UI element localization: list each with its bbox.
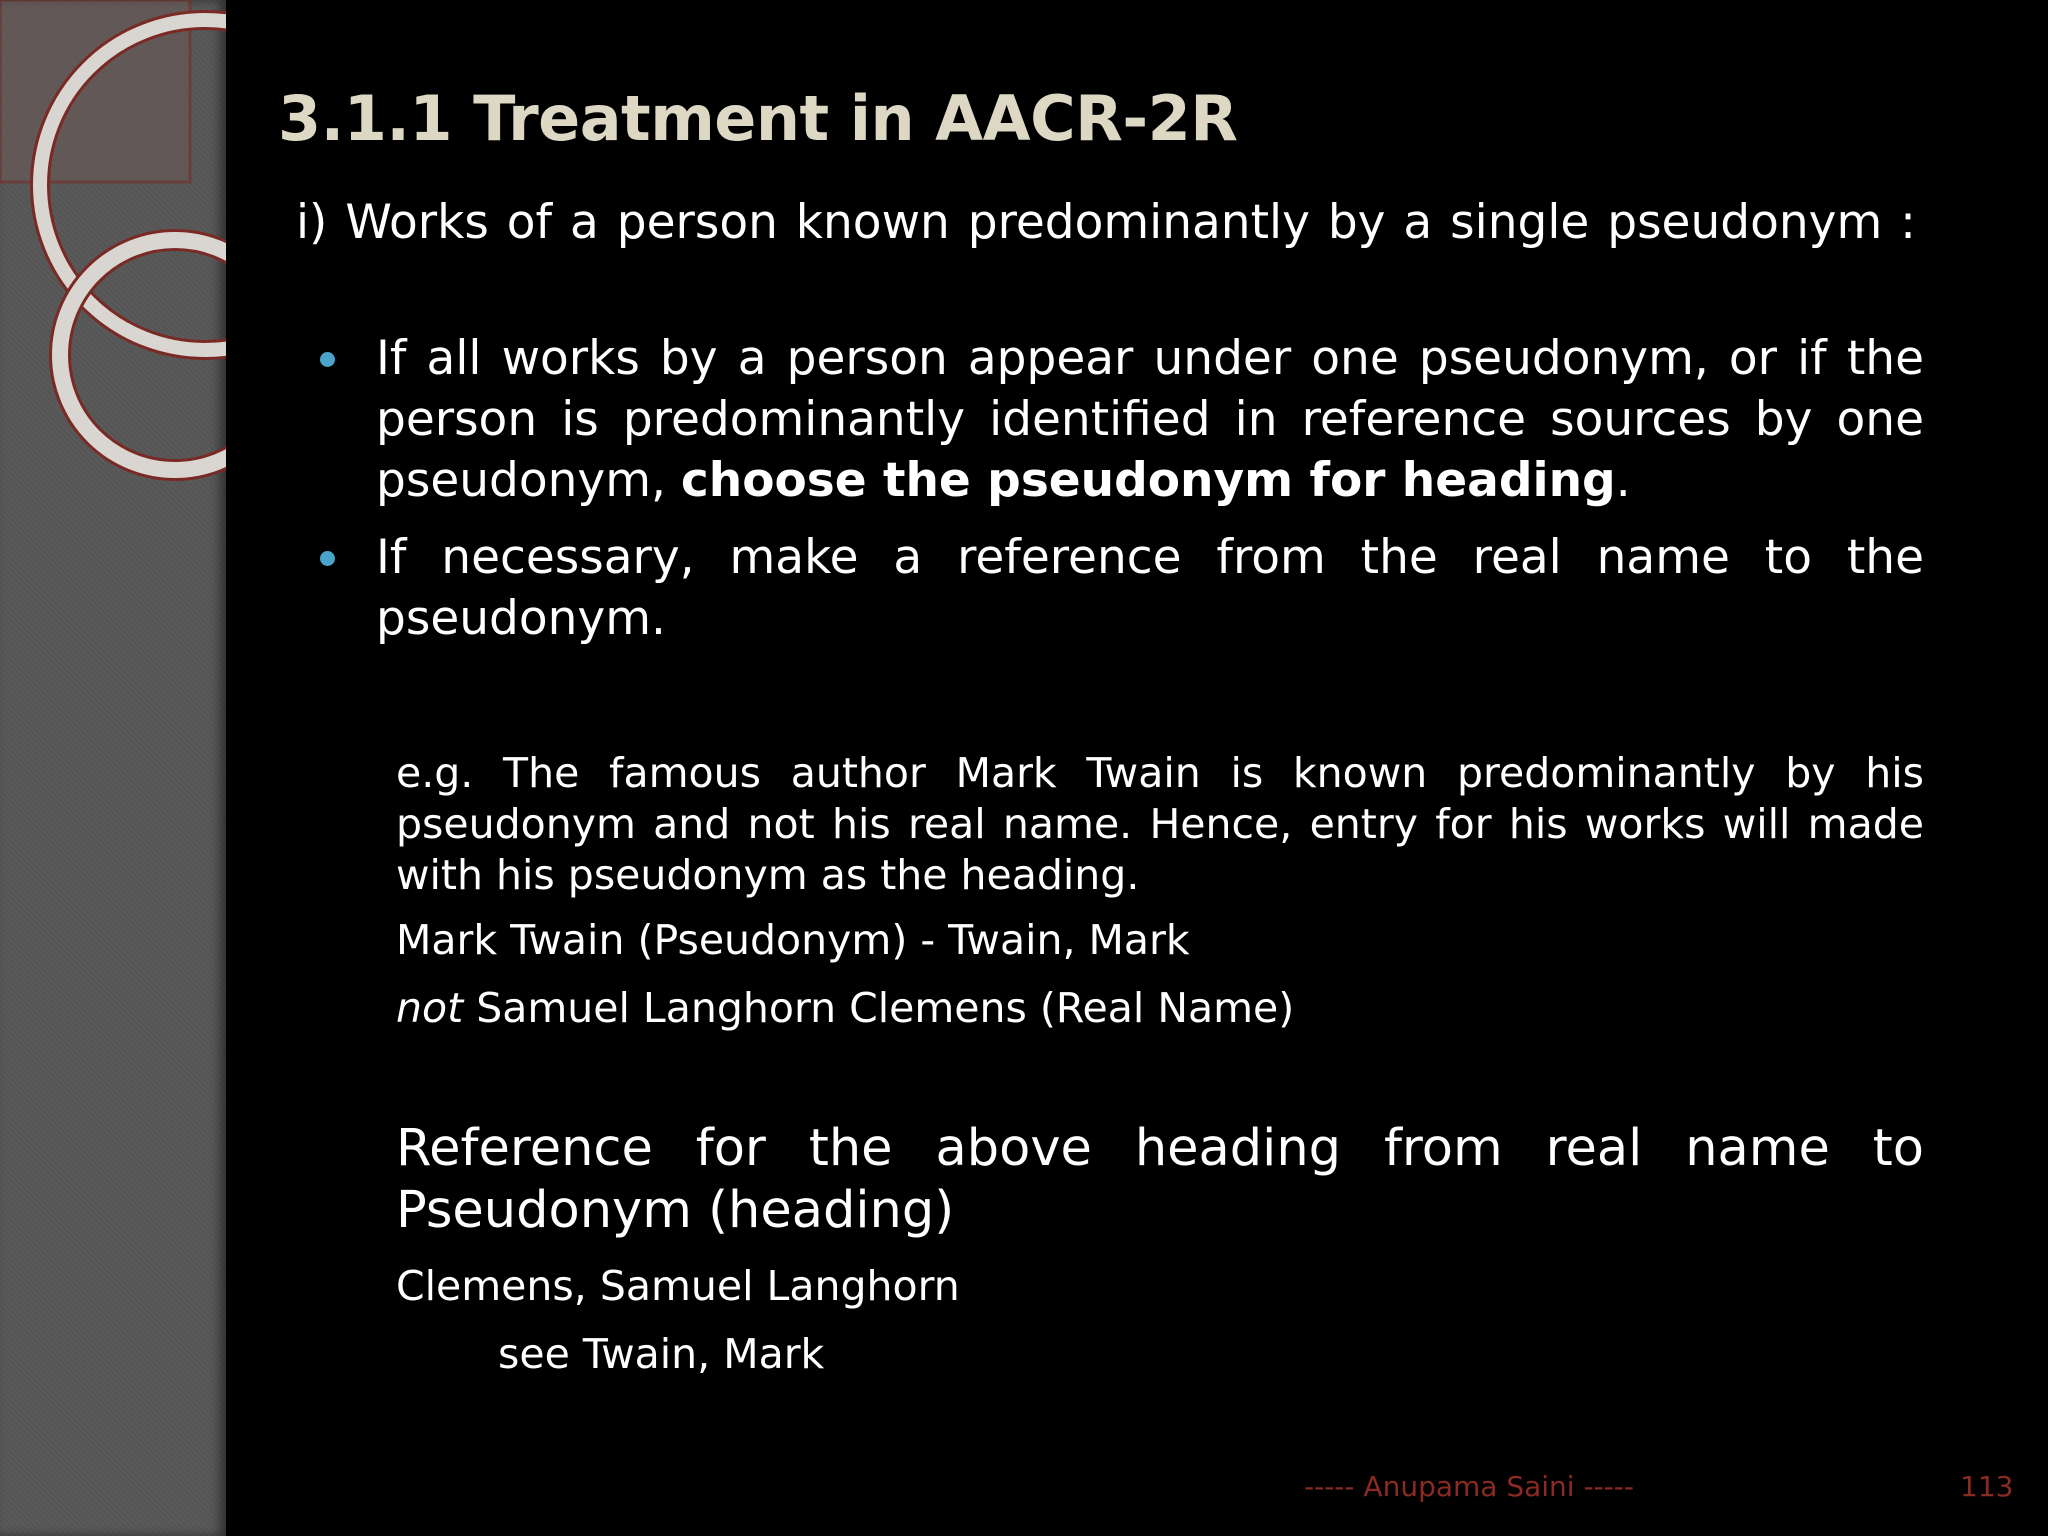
bullet-text: If all works by a person appear under one pseudonym, or if the person is predominantly identified in reference sources by one pseudonym, [376,331,1924,508]
reference-heading: Reference for the above heading from real name to Pseudonym (heading) [396,1119,1924,1240]
bullet-bold-text: choose the pseudonym for heading [680,453,1616,508]
slide-title: 3.1.1 Treatment in AACR-2R [278,82,1238,155]
footer-author: ----- Anupama Saini ----- [1304,1470,1634,1503]
not-rest-text: Samuel Langhorn Clemens (Real Name) [463,984,1295,1032]
not-word: not [396,984,464,1032]
bullet-text-end: . [1615,453,1631,508]
bullet-item [376,328,1924,511]
bullet-item [376,527,1924,649]
bullet-text: If necessary, make a reference from the real name to the pseudonym. [376,530,1924,646]
bullet-list [376,328,1924,665]
decorative-circles-graphic [0,0,226,1536]
reference-see-line: see Twain, Mark [498,1330,825,1378]
decorative-sidebar [0,0,226,1536]
example-paragraph: e.g. The famous author Mark Twain is known predominantly by his pseudonym and not his real name. Hence, entry for his works will made with his pseudonym as the heading. [396,749,1924,899]
intro-text: i) Works of a person known predominantly by a single pseudonym : [296,195,1917,250]
bullet-dot-icon [320,352,335,367]
page-number: 113 [1960,1470,2014,1503]
example-not-line [396,984,1294,1032]
example-heading-line: Mark Twain (Pseudonym) - Twain, Mark [396,916,1190,964]
reference-from-line: Clemens, Samuel Langhorn [396,1262,960,1310]
bullet-dot-icon [320,551,335,566]
